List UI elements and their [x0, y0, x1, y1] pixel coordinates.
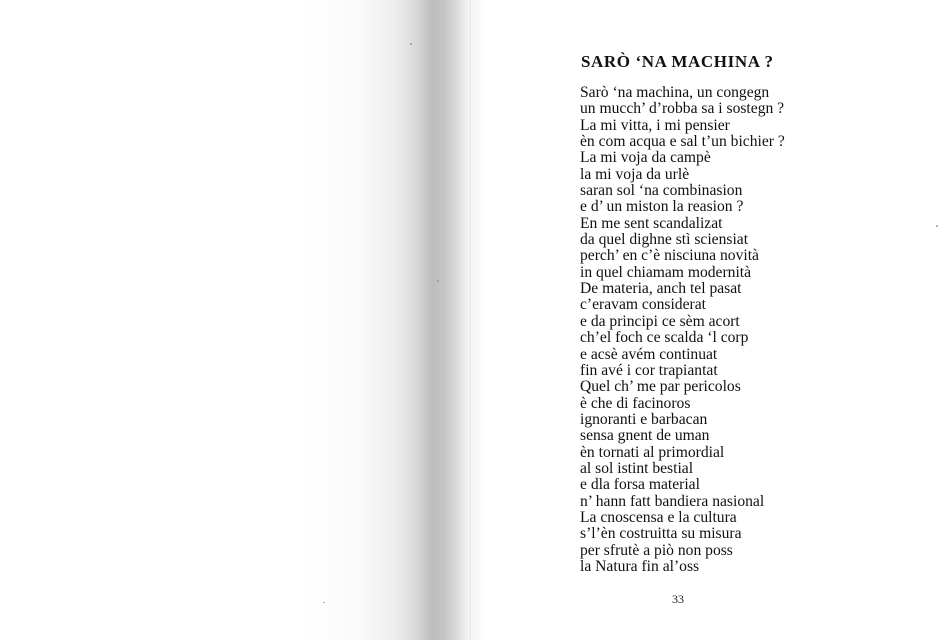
poem-line: e d’ un miston la reasion ? [580, 198, 744, 216]
poem-line: e da principi ce sèm acort [580, 312, 740, 330]
poem-line: La cnoscensa e la cultura [580, 508, 737, 526]
poem-title: SARÒ ‘NA MACHINA ? [581, 52, 774, 71]
poem-line: da quel dighne stì sciensiat [580, 231, 749, 249]
poem-line: s’l’èn costruitta su misura [580, 525, 742, 543]
poem-line: Quel ch’ me par pericolos [580, 378, 741, 396]
poem-line: per sfrutè a piò non poss [580, 541, 733, 559]
page-number: 33 [672, 592, 684, 606]
poem-line: ch’el foch ce scalda ‘l corp [580, 329, 749, 347]
poem-line: al sol istint bestial [580, 459, 694, 477]
poem-line: Sarò ‘na machina, un congegn [580, 84, 770, 101]
poem-line: n’ hann fatt bandiera nasional [580, 492, 765, 510]
poem-line: La mi voja da campè [580, 149, 711, 167]
poem-line: e acsè avém continuat [580, 345, 718, 363]
paper-speck [437, 280, 439, 282]
poem-line: èn tornati al primordial [580, 443, 725, 461]
poem-line: c’eravam considerat [580, 296, 706, 314]
poem-line: En me sent scandalizat [580, 214, 723, 232]
poem-line: saran sol ‘na combinasion [580, 182, 743, 200]
poem-line: sensa gnent de uman [580, 427, 710, 445]
poem-line: un mucch’ d’robba sa i sostegn ? [580, 100, 785, 118]
poem-line: la mi voja da urlè [580, 165, 690, 183]
poem-body [580, 85, 785, 575]
paper-speck [936, 225, 938, 227]
paper-speck [410, 43, 412, 45]
poem-line: ignoranti e barbacan [580, 410, 708, 428]
book-gutter [470, 0, 471, 640]
poem-line: in quel chiamam modernità [580, 263, 752, 281]
poem-line: De materia, anch tel pasat [580, 280, 742, 298]
poem-line: e dla forsa material [580, 476, 700, 494]
poem-line: è che di facinoros [580, 394, 691, 412]
paper-speck [323, 602, 325, 603]
poem-line: la Natura fin al’oss [580, 557, 700, 575]
poem-line: perch’ en c’è nisciuna novità [580, 247, 759, 265]
left-page-blank [0, 0, 472, 640]
poem-line: èn com acqua e sal t’un bichier ? [580, 133, 785, 151]
poem-line: La mi vitta, i mi pensier [580, 116, 730, 134]
poem-line: fin avé i cor trapiantat [580, 361, 718, 379]
